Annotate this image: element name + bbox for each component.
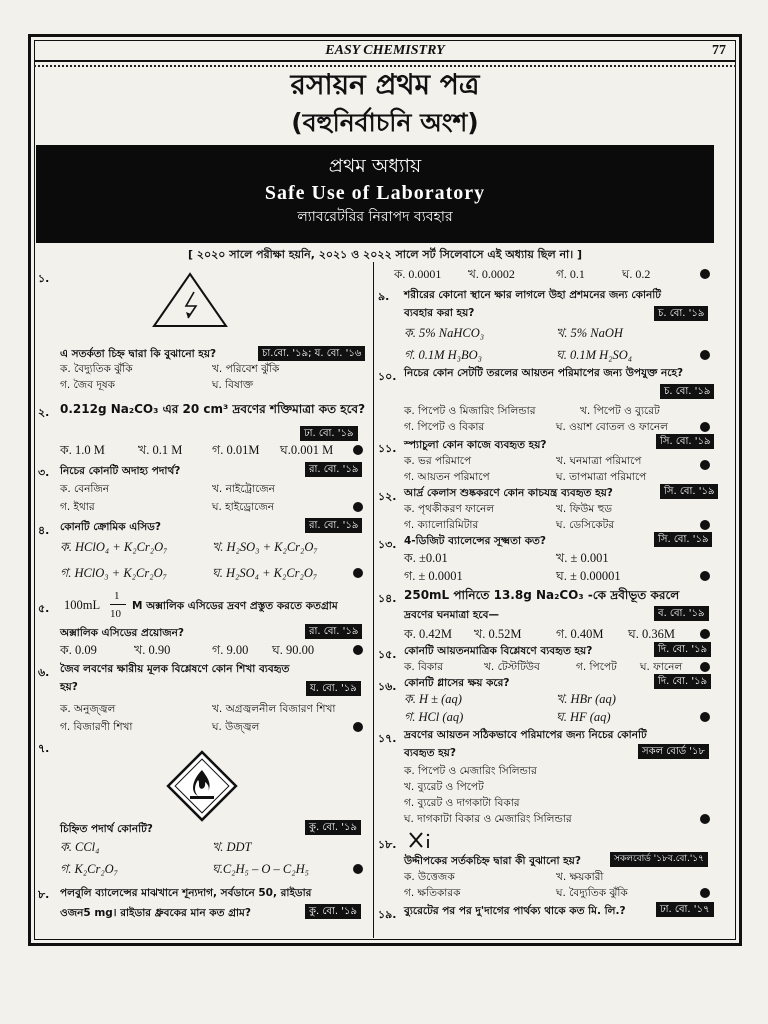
question-text-cont: ওজন5 mg। রাইডার ধ্রুবকের মান কত গ্রাম? bbox=[60, 907, 251, 919]
question-text: এ সতর্কতা চিহ্ন দ্বারা কি বুঝানো হয়? bbox=[60, 348, 217, 360]
option-d: ঘ. 0.36M bbox=[628, 627, 675, 641]
answer-marker bbox=[700, 422, 710, 432]
question-number: ৪. bbox=[38, 524, 50, 537]
option-a: ক. HClO₄ + K₂Cr₂O₇ bbox=[60, 540, 168, 554]
chapter-number: প্রথম অধ্যায় bbox=[328, 155, 422, 177]
option-b: খ. টেস্টটিউব bbox=[484, 661, 540, 673]
chapter-banner bbox=[36, 145, 714, 243]
option-b: খ. 0.90 bbox=[134, 643, 171, 657]
board-badge: ব. বো. '১৯ bbox=[654, 606, 709, 621]
question-text: চিহ্নিত পদার্থ কোনটি? bbox=[60, 823, 153, 835]
option-a: ক. পিপেট ও মিজারিং সিলিন্ডার bbox=[404, 405, 536, 417]
option-c: গ. HClO₃ + K₂Cr₂O₇ bbox=[60, 566, 167, 580]
question-number: ১৭. bbox=[378, 732, 397, 745]
board-badge: ঢা. বো. '১৯ bbox=[300, 426, 358, 441]
board-badge: রা. বো. '১৯ bbox=[305, 624, 362, 639]
option-d: ঘ. HF (aq) bbox=[556, 710, 611, 724]
option-a: ক. 1.0 M bbox=[60, 443, 105, 457]
option-c: গ. বিজারণী শিখা bbox=[60, 721, 133, 733]
answer-marker bbox=[700, 460, 710, 470]
option-d: ঘ.C₂H₅ – O – C₂H₅ bbox=[212, 862, 309, 876]
option-a: ক. 5% NaHCO₃ bbox=[404, 326, 485, 340]
question-text: নিচের কোনটি অদাহ্য পদার্থ? bbox=[60, 465, 181, 477]
question-number: ৬. bbox=[38, 666, 50, 679]
question-number: ৯. bbox=[378, 290, 390, 303]
question-text: M অক্সালিক এসিডের দ্রবণ প্রস্তুত করতে কতগ্রাম bbox=[132, 600, 338, 612]
option-c: গ. 0.40M bbox=[556, 627, 604, 641]
option-c: গ. ক্যালোরিমিটার bbox=[404, 519, 479, 531]
board-badge: দি. বো. '১৯ bbox=[654, 642, 711, 657]
question-text-cont: ব্যবহৃত হয়? bbox=[404, 747, 456, 759]
page-subtitle: (বহুনির্বাচনি অংশ) bbox=[291, 108, 479, 137]
option-b: খ. ব্যুরেট ও পিপেট bbox=[404, 781, 484, 793]
option-b: খ. 0.52M bbox=[474, 627, 522, 641]
question-number: ১৫. bbox=[378, 648, 397, 661]
answer-marker bbox=[353, 445, 363, 455]
question-text: উদ্দীপকের সর্তকচিহ্ন দ্বারা কী বুঝানো হয়? bbox=[404, 855, 581, 867]
question-text: কোনটি গ্লাসের ক্ষয় করে? bbox=[404, 677, 510, 689]
answer-marker bbox=[353, 568, 363, 578]
question-number: ৩. bbox=[38, 466, 50, 479]
option-a: ক. উত্তেজক bbox=[404, 871, 455, 883]
question-text-cont: হয়? bbox=[60, 681, 78, 693]
answer-marker bbox=[353, 645, 363, 655]
question-text: শরীরের কোনো স্থানে ক্ষার লাগলে উহা প্রশমনের জন্য কোনটি bbox=[404, 289, 662, 301]
option-a: ক. H ± (aq) bbox=[404, 692, 462, 706]
option-c: গ. 0.01M bbox=[212, 443, 260, 457]
answer-marker bbox=[353, 864, 363, 874]
question-text: নিচের কোন সেটটি তরলের আয়তন পরিমাপের জন্য উপযুক্ত নহে? bbox=[404, 367, 684, 379]
answer-marker bbox=[700, 269, 710, 279]
option-d: ঘ. উজ্জ্বল bbox=[212, 721, 260, 733]
option-c: গ. ± 0.0001 bbox=[404, 569, 463, 583]
chapter-title-bangla: ল্যাবরেটরির নিরাপদ ব্যবহার bbox=[297, 209, 453, 225]
option-d: ঘ. বিষাক্ত bbox=[212, 379, 254, 391]
board-badge: চা.বো. '১৯; য. বো. '১৬ bbox=[258, 346, 365, 361]
option-d: ঘ. 0.1M H₂SO₄ bbox=[556, 348, 633, 362]
option-b: খ. H₂SO₃ + K₂Cr₂O₇ bbox=[212, 540, 318, 554]
question-number: ১৩. bbox=[378, 538, 397, 551]
option-c: গ. 0.1M H₃BO₃ bbox=[404, 348, 482, 362]
board-badge: য. বো. '১৯ bbox=[306, 681, 361, 696]
board-badge: সি. বো. '১৯ bbox=[656, 434, 714, 449]
question-text-cont: দ্রবণের ঘনমাত্রা হবে— bbox=[404, 609, 499, 621]
question-text: স্প্যাচুলা কোন কাজে ব্যবহৃত হয়? bbox=[404, 439, 547, 451]
option-d: ঘ. বৈদ্যুতিক ঝুঁকি bbox=[556, 887, 628, 899]
option-c: গ. ইথার bbox=[60, 501, 95, 513]
answer-marker bbox=[700, 662, 710, 672]
question-text: 0.212g Na₂CO₃ এর 20 cm³ দ্রবণের শক্তিমাত্রা কত হবে? bbox=[60, 402, 366, 416]
question-number: ১২. bbox=[378, 490, 397, 503]
answer-marker bbox=[353, 502, 363, 512]
answer-marker bbox=[700, 520, 710, 530]
option-a: ক. বেনজিন bbox=[60, 483, 110, 495]
irritant-x-icon bbox=[408, 830, 432, 854]
page-number: 77 bbox=[712, 43, 726, 58]
option-c: গ. জৈব দূষক bbox=[60, 379, 116, 391]
option-d: ঘ. দাগকাটা বিকার ও মেজারিং সিলিন্ডার bbox=[404, 813, 572, 825]
fraction-denominator: 10 bbox=[110, 608, 121, 620]
board-badge: দি. বো. '১৯ bbox=[654, 674, 711, 689]
question-text: পলবুলি ব্যালেন্সের মাঝখানে শূন্যদাগ, সর্বডানে 50, রাইডার bbox=[60, 887, 312, 899]
answer-marker bbox=[700, 712, 710, 722]
option-c: গ. আয়তন পরিমাপে bbox=[404, 471, 490, 483]
question-text-cont: অক্সালিক এসিডের প্রয়োজন? bbox=[60, 627, 185, 639]
question-number: ১১. bbox=[378, 442, 397, 455]
option-c: গ. K₂Cr₂O₇ bbox=[60, 862, 119, 876]
question-number: ১৮. bbox=[378, 838, 397, 851]
electric-hazard-icon bbox=[150, 270, 230, 334]
board-badge: ঢা. বো. '১৭ bbox=[656, 902, 714, 917]
question-number: ১৬. bbox=[378, 680, 397, 693]
running-header bbox=[34, 42, 736, 62]
chapter-title-english: Safe Use of Laboratory bbox=[264, 182, 486, 204]
board-badge: সি. বো. '১৯ bbox=[654, 532, 712, 547]
question-number: ৭. bbox=[38, 742, 50, 755]
answer-marker bbox=[700, 888, 710, 898]
question-text: কোনটি আয়তনমাত্রিক বিশ্লেষণে ব্যবহৃত হয়? bbox=[404, 645, 593, 657]
answer-marker bbox=[700, 350, 710, 360]
question-text: কোনটি ক্রোমিক এসিড? bbox=[60, 521, 161, 533]
question-text: 250mL পানিতে 13.8g Na₂CO₃ -কে দ্রবীভূত করলে bbox=[404, 588, 680, 602]
board-badge: সকল বোর্ড '১৮ bbox=[638, 744, 709, 759]
option-d: ঘ. ফানেল bbox=[640, 661, 683, 673]
question-text: দ্রবণের আয়তন সঠিকভাবে পরিমাপের জন্য নিচের কোনটি bbox=[404, 729, 647, 741]
option-a: ক. 0.09 bbox=[60, 643, 97, 657]
option-b: খ. 0.0002 bbox=[468, 267, 515, 281]
option-d: ঘ. H₂SO₄ + K₂Cr₂O₇ bbox=[212, 566, 318, 580]
option-b: খ. ক্ষয়কারী bbox=[556, 871, 604, 883]
option-b: খ. পরিবেশ ঝুঁকি bbox=[212, 363, 280, 375]
question-number: ২. bbox=[38, 406, 50, 419]
option-c: গ. ব্যুরেট ও দাগকাটা বিকার bbox=[404, 797, 520, 809]
option-b: খ. অগ্রজ্বলনীল বিজারণ শিখা bbox=[212, 703, 336, 715]
option-b: খ. পিপেট ও ব্যুরেট bbox=[580, 405, 660, 417]
option-a: ক. ভর পরিমাপে bbox=[404, 455, 472, 467]
question-text: জৈব লবণের ক্ষারীয় মূলক বিশ্লেষণে কোন শিখা ব্যবহৃত bbox=[60, 663, 290, 675]
option-b: খ. ± 0.001 bbox=[556, 551, 609, 565]
option-a: ক. পিপেট ও মেজারিং সিলিন্ডার bbox=[404, 765, 537, 777]
option-b: খ. 5% NaOH bbox=[556, 326, 623, 340]
option-b: খ. ঘনমাত্রা পরিমাপে bbox=[556, 455, 642, 467]
board-badge: সি. বো. '১৯ bbox=[660, 484, 718, 499]
question-text-cont: ব্যবহার করা হয়? bbox=[404, 307, 475, 319]
board-badge: চ. বো. '১৯ bbox=[654, 306, 708, 321]
flammable-icon bbox=[164, 748, 240, 828]
option-a: ক. বিকার bbox=[404, 661, 444, 673]
volume-value: 100mL bbox=[64, 598, 101, 612]
option-a: ক. CCl₄ bbox=[60, 840, 100, 854]
option-a: ক. ±0.01 bbox=[404, 551, 448, 565]
option-b: খ. DDT bbox=[212, 840, 252, 854]
question-number: ১৪. bbox=[378, 592, 397, 605]
option-d: ঘ. ডেসিকেটর bbox=[556, 519, 615, 531]
option-a: ক. পৃথকীকরণ ফানেল bbox=[404, 503, 495, 515]
option-d: ঘ. 90.00 bbox=[272, 643, 315, 657]
option-d: ঘ. ওয়াশ বোতল ও ফানেল bbox=[556, 421, 668, 433]
question-number: ১. bbox=[38, 272, 50, 285]
answer-marker bbox=[700, 629, 710, 639]
option-d: ঘ. 0.2 bbox=[622, 267, 651, 281]
page-title: রসায়ন প্রথম পত্র bbox=[290, 68, 480, 101]
answer-marker bbox=[700, 814, 710, 824]
board-badge: সকলবোর্ড '১৮ব.বো.'১৭ bbox=[610, 852, 708, 867]
option-c: গ. HCl (aq) bbox=[404, 710, 464, 724]
question-number: ৮. bbox=[38, 888, 50, 901]
question-number: ৫. bbox=[38, 602, 50, 615]
syllabus-note: [ ২০২০ সালে পরীক্ষা হয়নি, ২০২১ ও ২০২২ সালে সর্ট সিলেবাসে এই অধ্যায় ছিল না। ] bbox=[187, 248, 583, 261]
fraction-bar bbox=[110, 604, 126, 605]
option-b: খ. নাইট্রোজেন bbox=[212, 483, 275, 495]
question-number: ১০. bbox=[378, 370, 397, 383]
board-badge: কু. বো. '১৯ bbox=[305, 904, 361, 919]
board-badge: রা. বো. '১৯ bbox=[305, 462, 362, 477]
answer-marker bbox=[700, 571, 710, 581]
board-badge: চ. বো. '১৯ bbox=[660, 384, 714, 399]
answer-marker bbox=[353, 722, 363, 732]
option-d: ঘ. তাপমাত্রা পরিমাপে bbox=[556, 471, 647, 483]
option-a: ক. অনুজ্জ্বল bbox=[60, 703, 116, 715]
board-badge: রা. বো. '১৯ bbox=[305, 518, 362, 533]
option-a: ক. 0.0001 bbox=[394, 267, 442, 281]
option-c: গ. 9.00 bbox=[212, 643, 249, 657]
option-d: ঘ. ± 0.00001 bbox=[556, 569, 621, 583]
option-b: খ. HBr (aq) bbox=[556, 692, 616, 706]
book-title: EASY CHEMISTRY bbox=[325, 43, 445, 58]
board-badge: কু. বো. '১৯ bbox=[305, 820, 361, 835]
option-b: খ. 0.1 M bbox=[138, 443, 183, 457]
option-a: ক. বৈদ্যুতিক ঝুঁকি bbox=[60, 363, 133, 375]
option-d: ঘ.0.001 M bbox=[280, 443, 334, 457]
option-b: খ. ফিউম হুড bbox=[556, 503, 613, 515]
question-text: 4-ডিজিট ব্যালেন্সের সূক্ষ্মতা কত? bbox=[404, 535, 547, 547]
question-text: ব্যুরেটের পর পর দু'দাগের পার্থক্য থাকে কত মি. লি.? bbox=[404, 905, 626, 917]
option-c: গ. ক্ষতিকারক bbox=[404, 887, 461, 899]
option-c: গ. পিপেট ও বিকার bbox=[404, 421, 485, 433]
option-c: গ. পিপেট bbox=[576, 661, 617, 673]
question-number: ১৯. bbox=[378, 908, 397, 921]
option-c: গ. 0.1 bbox=[556, 267, 585, 281]
option-d: ঘ. হাইড্রোজেন bbox=[212, 501, 275, 513]
question-text: আর্দ্র কেলাস শুষ্ককরণে কোন কাচযন্ত্র ব্যবহৃত হয়? bbox=[404, 487, 613, 499]
option-a: ক. 0.42M bbox=[404, 627, 452, 641]
fraction-numerator: 1 bbox=[114, 590, 120, 602]
column-divider bbox=[373, 262, 374, 938]
